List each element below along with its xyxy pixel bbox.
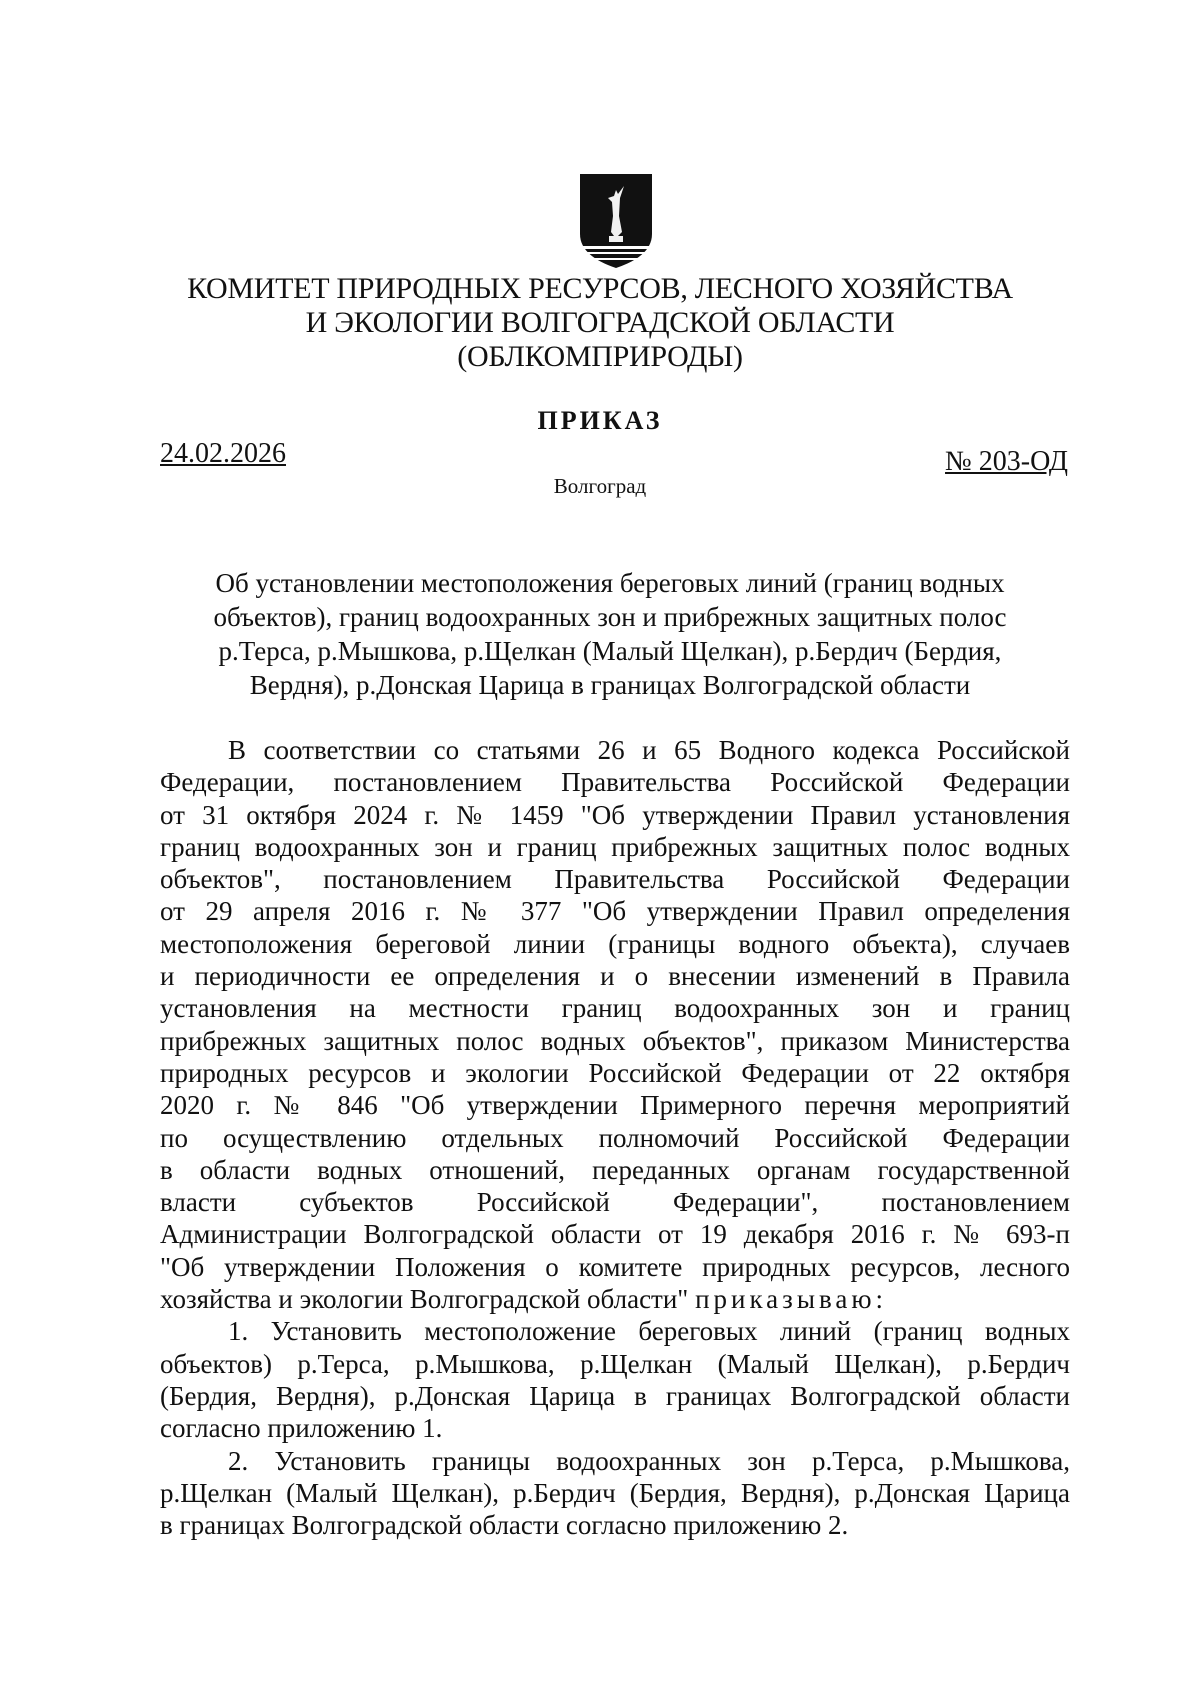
- body-line: 2020 г. № 846 "Об утверждении Примерного перечня мероприятий: [160, 1090, 1070, 1121]
- body-line: по осуществлению отдельных полномочий Российской Федерации: [160, 1122, 1070, 1153]
- body-line: объектов", постановлением Правительства Российской Федерации: [160, 864, 1070, 895]
- document-title: [160, 566, 1060, 702]
- title-line: Вердня), р.Донская Царица в границах Волгоградской области: [249, 670, 971, 700]
- body-line: власти субъектов Российской Федерации", постановлением: [160, 1187, 1070, 1218]
- body-line: установления на местности границ водоохранных зон и границ: [160, 993, 1070, 1024]
- body-line: Федерации, постановлением Правительства Российской Федерации: [160, 767, 1070, 798]
- item-2-line: в границах Волгоградской области согласно приложению 2.: [160, 1510, 849, 1541]
- organization-name: [0, 272, 1200, 374]
- org-line: КОМИТЕТ ПРИРОДНЫХ РЕСУРСОВ, ЛЕСНОГО ХОЗЯЙСТВА: [187, 272, 1013, 305]
- body-line: от 31 октября 2024 г. № 1459 "Об утверждении Правил установления: [160, 799, 1070, 830]
- order-line-text: хозяйства и экологии Волгоградской области": [160, 1284, 696, 1315]
- document-body: [160, 734, 1070, 1541]
- org-line: И ЭКОЛОГИИ ВОЛГОГРАДСКОЙ ОБЛАСТИ: [305, 306, 895, 339]
- body-line: местоположения береговой линии (границы водного объекта), случаев: [160, 928, 1070, 959]
- item-2-line: р.Щелкан (Малый Щелкан), р.Бердич (Бердия, Вердня), р.Донская Царица: [160, 1477, 1070, 1508]
- body-line: В соответствии со статьями 26 и 65 Водного кодекса Российской: [228, 735, 1070, 765]
- document-number: № 203-ОД: [945, 446, 1068, 477]
- body-line: границ водоохранных зон и границ прибрежных защитных полос водных: [160, 831, 1070, 862]
- item-2-line: 2. Установить границы водоохранных зон р.Терса, р.Мышкова,: [228, 1445, 1070, 1476]
- item-1-line: согласно приложению 1.: [160, 1413, 443, 1444]
- item-1-line: 1. Установить местоположение береговых линий (границ водных: [228, 1316, 1070, 1347]
- title-line: Об установлении местоположения береговых линий (границ водных: [215, 568, 1005, 598]
- order-word: приказываю:: [695, 1284, 888, 1315]
- item-1-line: (Бердия, Вердня), р.Донская Царица в границах Волгоградской области: [160, 1380, 1070, 1411]
- body-line: от 29 апреля 2016 г. № 377 "Об утверждении Правил определения: [160, 896, 1070, 927]
- order-line: [160, 1283, 1070, 1315]
- document-city: Волгоград: [553, 474, 647, 498]
- title-line: объектов), границ водоохранных зон и прибрежных защитных полос: [213, 602, 1007, 632]
- coat-of-arms-emblem: [578, 172, 654, 272]
- body-line: прибрежных защитных полос водных объектов", приказом Министерства: [160, 1025, 1070, 1056]
- body-line: в области водных отношений, переданных органам государственной: [160, 1154, 1070, 1185]
- item-1-line: объектов) р.Терса, р.Мышкова, р.Щелкан (Малый Щелкан), р.Бердич: [160, 1348, 1070, 1379]
- document-date: 24.02.2026: [160, 438, 286, 469]
- body-line: и периодичности ее определения и о внесении изменений в Правила: [160, 961, 1070, 992]
- org-line: (ОБЛКОМПРИРОДЫ): [457, 340, 743, 373]
- title-line: р.Терса, р.Мышкова, р.Щелкан (Малый Щелкан), р.Бердич (Бердия,: [218, 636, 1002, 666]
- body-line: природных ресурсов и экологии Российской Федерации от 22 октября: [160, 1057, 1070, 1088]
- document-type: ПРИКАЗ: [537, 406, 663, 435]
- body-line: Администрации Волгоградской области от 19 декабря 2016 г. № 693-п: [160, 1219, 1070, 1250]
- body-line: "Об утверждении Положения о комитете природных ресурсов, лесного: [160, 1251, 1070, 1282]
